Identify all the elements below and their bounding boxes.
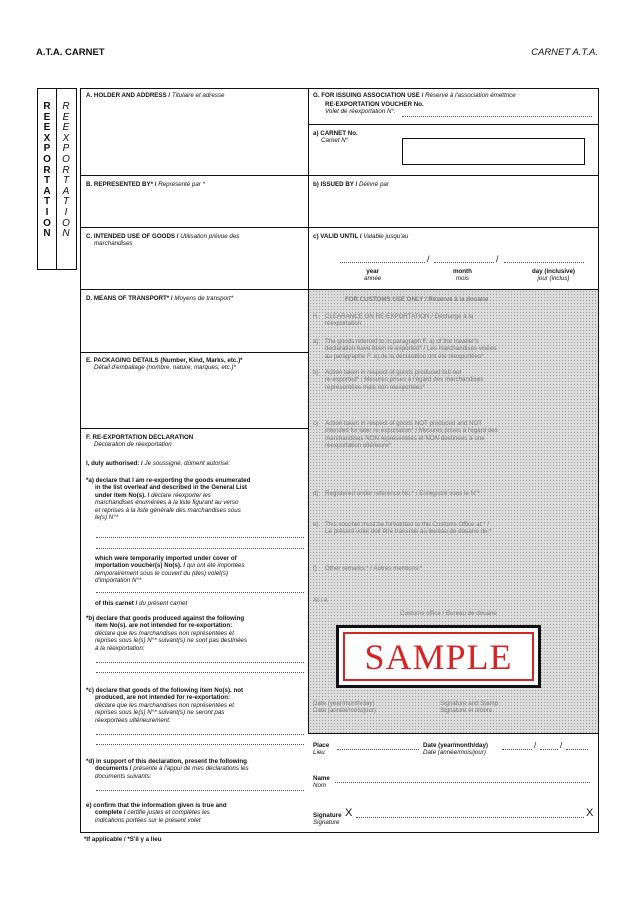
- side-outer-letter: X: [43, 132, 51, 144]
- section-c-heading: C. INTENDED USE OF GOODS / Utilisation prévue des marchandises: [86, 233, 240, 248]
- declaration-a-line-2[interactable]: [96, 548, 304, 549]
- section-g-heading: G. FOR ISSUING ASSOCIATION USE / Réservé à l'association émettrice: [313, 92, 516, 99]
- place-label: Place Lieu: [313, 742, 330, 757]
- duly-authorised: I, duly authorised: / Je soussigné, dûment autorisé:: [86, 460, 231, 467]
- carnet-title-en: A.T.A. CARNET: [36, 47, 105, 58]
- side-inner-letter: R: [62, 101, 70, 112]
- carnet-number-label: a) CARNET No. Carnet N°: [313, 130, 358, 145]
- signature-label: Signature Signature: [313, 812, 342, 827]
- side-label-reexportation-fr: [58, 102, 74, 240]
- year-label: year année: [364, 268, 382, 283]
- valid-day-field[interactable]: [504, 262, 584, 263]
- declaration-a: *a) declare that I am re-exporting the goods enumerated in the list overleaf and described in the General List under item No(s). / déclare réexporter les marchandises énumérées à la liste figurant au verso et reprises à la liste générale des marchandises sous le(s) N°*: [86, 477, 251, 522]
- signature-x-left: X: [345, 807, 353, 819]
- footnote: *If applicable / *S'il y a lieu: [84, 836, 162, 843]
- declaration-b-line-1[interactable]: [96, 662, 304, 663]
- side-outer-letter: N: [43, 228, 51, 240]
- side-inner-letter: P: [62, 143, 70, 155]
- customs-b: b) Action taken in respect of goods produced but not re-exported* / Mesures prises à l'égard des marchandises représentées mais non réexportées*: [313, 369, 484, 391]
- declaration-c-line-1[interactable]: [96, 734, 304, 735]
- side-inner-letter: I: [64, 206, 68, 218]
- side-outer-letter: E: [43, 111, 51, 123]
- side-inner-letter: E: [62, 111, 70, 123]
- valid-month-field[interactable]: [434, 262, 494, 263]
- declaration-d-line-1[interactable]: [96, 790, 304, 791]
- section-b-heading: B. REPRESENTED BY* / Représenté par *: [86, 181, 205, 188]
- side-outer-letter: R: [43, 101, 51, 112]
- valid-year-field[interactable]: [340, 262, 425, 263]
- declaration-e: e) confirm that the information given is true and complete / certifie justes et complètes les indications portées sur le présent volet: [86, 802, 227, 824]
- side-outer-letter: A: [43, 185, 51, 197]
- side-inner-letter: N: [62, 228, 70, 240]
- declaration-c-line-2[interactable]: [96, 744, 304, 745]
- side-inner-letter: O: [62, 153, 70, 165]
- declaration-c: *c) declare that goods of the following item No(s). not produced, are not intended for re-exportation: déclare que les marchandises non représentées et reprises sous le(s) N°* suivant(s) ne seront pas réexportées ultérieurement:: [86, 687, 244, 724]
- customs-d: d) Registered under reference No.* / Enregistré sous le N°*: [313, 490, 480, 497]
- side-inner-letter: R: [62, 164, 70, 176]
- section-f-heading: F. RE-EXPORTATION DECLARATION Déclaration de réexportation: [86, 434, 194, 449]
- customs-f: f) Other remarks:* / Autres mentions:*: [313, 565, 423, 572]
- sample-stamp-text: SAMPLE: [364, 636, 513, 677]
- day-label: day (inclusive) jour (inclus): [532, 268, 575, 283]
- declaration-a-line-1[interactable]: [96, 537, 304, 538]
- side-outer-letter: T: [43, 196, 51, 208]
- declaration-b: *b) declare that goods produced against the following item No(s). are not intended for re-exportation: déclare que les marchandises non représentées et reprises sous le(s) N°* suivant(s) ne sont pas destinées à la réexportation:: [86, 615, 248, 652]
- side-inner-letter: T: [62, 175, 70, 187]
- side-outer-letter: P: [43, 143, 51, 155]
- carnet-number-field[interactable]: [402, 138, 585, 165]
- of-this-carnet: of this carnet / du présent carnet: [95, 600, 188, 607]
- side-inner-letter: A: [62, 185, 70, 197]
- name-field[interactable]: [335, 782, 590, 783]
- signoff-day-field[interactable]: [566, 749, 588, 750]
- customs-clearance: H. CLEARANCE ON RE-EXPORTATION / Décharge à la réexportation: [313, 313, 474, 328]
- customs-office: Customs office / Bureau de douane: [400, 610, 497, 617]
- which-imported: which were temporarily imported under cover of importation voucher(s) No(s). / qui ont été importées temporairement sous le couvert du (des) volet(s) d'importation N°*: [95, 555, 245, 585]
- signature-field[interactable]: [356, 817, 584, 818]
- section-a-heading: A. HOLDER AND ADDRESS / Titulaire et adresse: [86, 92, 225, 99]
- side-outer-letter: O: [43, 153, 51, 165]
- customs-a: a) The goods referred to in paragraph F. a) of the traveler's declaration have been re-exported* / Les marchandises visées au paragraphe F. a) de la déclaration ont été réexportées*: [313, 338, 497, 360]
- voucher-number-field[interactable]: [402, 116, 592, 117]
- section-d-heading: D. MEANS OF TRANSPORT* / Moyens de transport*: [86, 295, 234, 302]
- customs-use-title: FOR CUSTOMS USE ONLY / Réservé à la douane: [345, 296, 489, 303]
- voucher-number-label: RE-EXPORTATION VOUCHER No. Volet de réexportation N°:: [325, 101, 424, 116]
- customs-c: c) Action taken in respect of goods NOT produced and NOT intended for later re-exportation* / Mesures prises à l'égard des marchandises NON représentées et NON destinées à une réexportation ultérieure*: [313, 420, 498, 450]
- side-label-reexportation-en: [39, 102, 55, 240]
- declaration-b-line-2[interactable]: [96, 672, 304, 673]
- import-voucher-line[interactable]: [96, 592, 304, 593]
- month-label: month mois: [453, 268, 472, 283]
- side-inner-letter: X: [62, 132, 70, 144]
- signoff-month-field[interactable]: [540, 749, 558, 750]
- place-field[interactable]: [337, 749, 419, 750]
- sample-stamp: [336, 625, 541, 688]
- issued-by-label: b) ISSUED BY / Délivré par: [313, 181, 389, 188]
- side-outer-letter: T: [43, 175, 51, 187]
- valid-until-label: c) VALID UNTIL / Valable jusqu'au: [313, 233, 409, 240]
- customs-date: Date (year/month/day) Date (année/mois/jour): [313, 700, 376, 715]
- side-inner-letter: E: [62, 122, 70, 134]
- carnet-title-fr: CARNET A.T.A.: [531, 47, 598, 58]
- side-inner-letter: T: [62, 196, 70, 208]
- signature-x-right: X: [586, 807, 594, 819]
- customs-e: e) This voucher must be forwarded to the Customs Office at:* / Le présent volet doit être transmis au bureau de douane de:*: [313, 521, 492, 536]
- declaration-d: *d) in support of this declaration, present the following documents / présente à l'appui de mes déclarations les documents suivants:: [86, 758, 249, 780]
- customs-at: At / A: [313, 597, 328, 604]
- name-label: Name Nom: [313, 775, 330, 790]
- section-e-heading: E. PACKAGING DETAILS (Number, Kind, Marks, etc.)* Détail d'emballage (nombre, nature, marques, etc.)*: [86, 357, 243, 372]
- side-outer-letter: I: [45, 206, 49, 218]
- side-outer-letter: R: [43, 164, 51, 176]
- signoff-year-field[interactable]: [502, 749, 532, 750]
- side-outer-letter: O: [43, 217, 51, 229]
- signoff-date-label: Date (year/month/day) Date (année/mois/jour): [423, 742, 488, 757]
- side-outer-letter: E: [43, 122, 51, 134]
- customs-signature-stamp: Signature and Stamp Signature et timbre: [440, 700, 499, 715]
- side-inner-letter: O: [62, 217, 70, 229]
